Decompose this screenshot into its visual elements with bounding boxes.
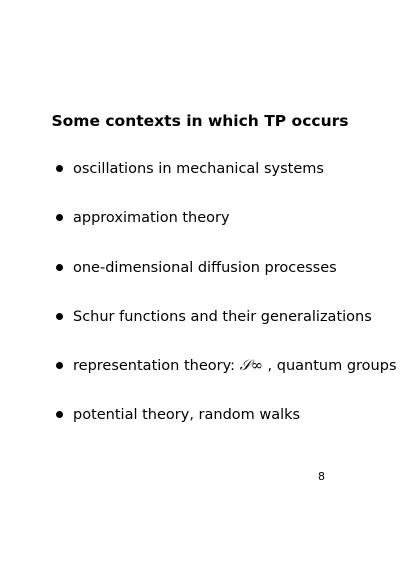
- list-item-text: approximation theory: [73, 210, 230, 226]
- list-item-text: [73, 356, 397, 376]
- slide-title: Some contexts in which TP occurs: [51, 112, 349, 130]
- bullet-icon: [56, 264, 63, 271]
- list-item-text: potential theory, random walks: [73, 407, 301, 423]
- bullet-icon: [56, 362, 63, 369]
- page-number: 8: [318, 470, 325, 483]
- list-item-text: one-dimensional diffusion processes: [73, 260, 337, 276]
- list-item-text: Schur functions and their generalizations: [73, 309, 372, 325]
- bullet-icon: [56, 411, 63, 418]
- list-item-text-after: , quantum groups: [267, 358, 397, 374]
- math-symbol: 𝒮∞: [239, 358, 263, 374]
- bullet-icon: [56, 214, 63, 221]
- list-item-text: oscillations in mechanical systems: [73, 161, 324, 177]
- bullet-icon: [56, 165, 63, 172]
- bullet-icon: [56, 313, 63, 320]
- list-item-text-before: representation theory:: [73, 358, 235, 374]
